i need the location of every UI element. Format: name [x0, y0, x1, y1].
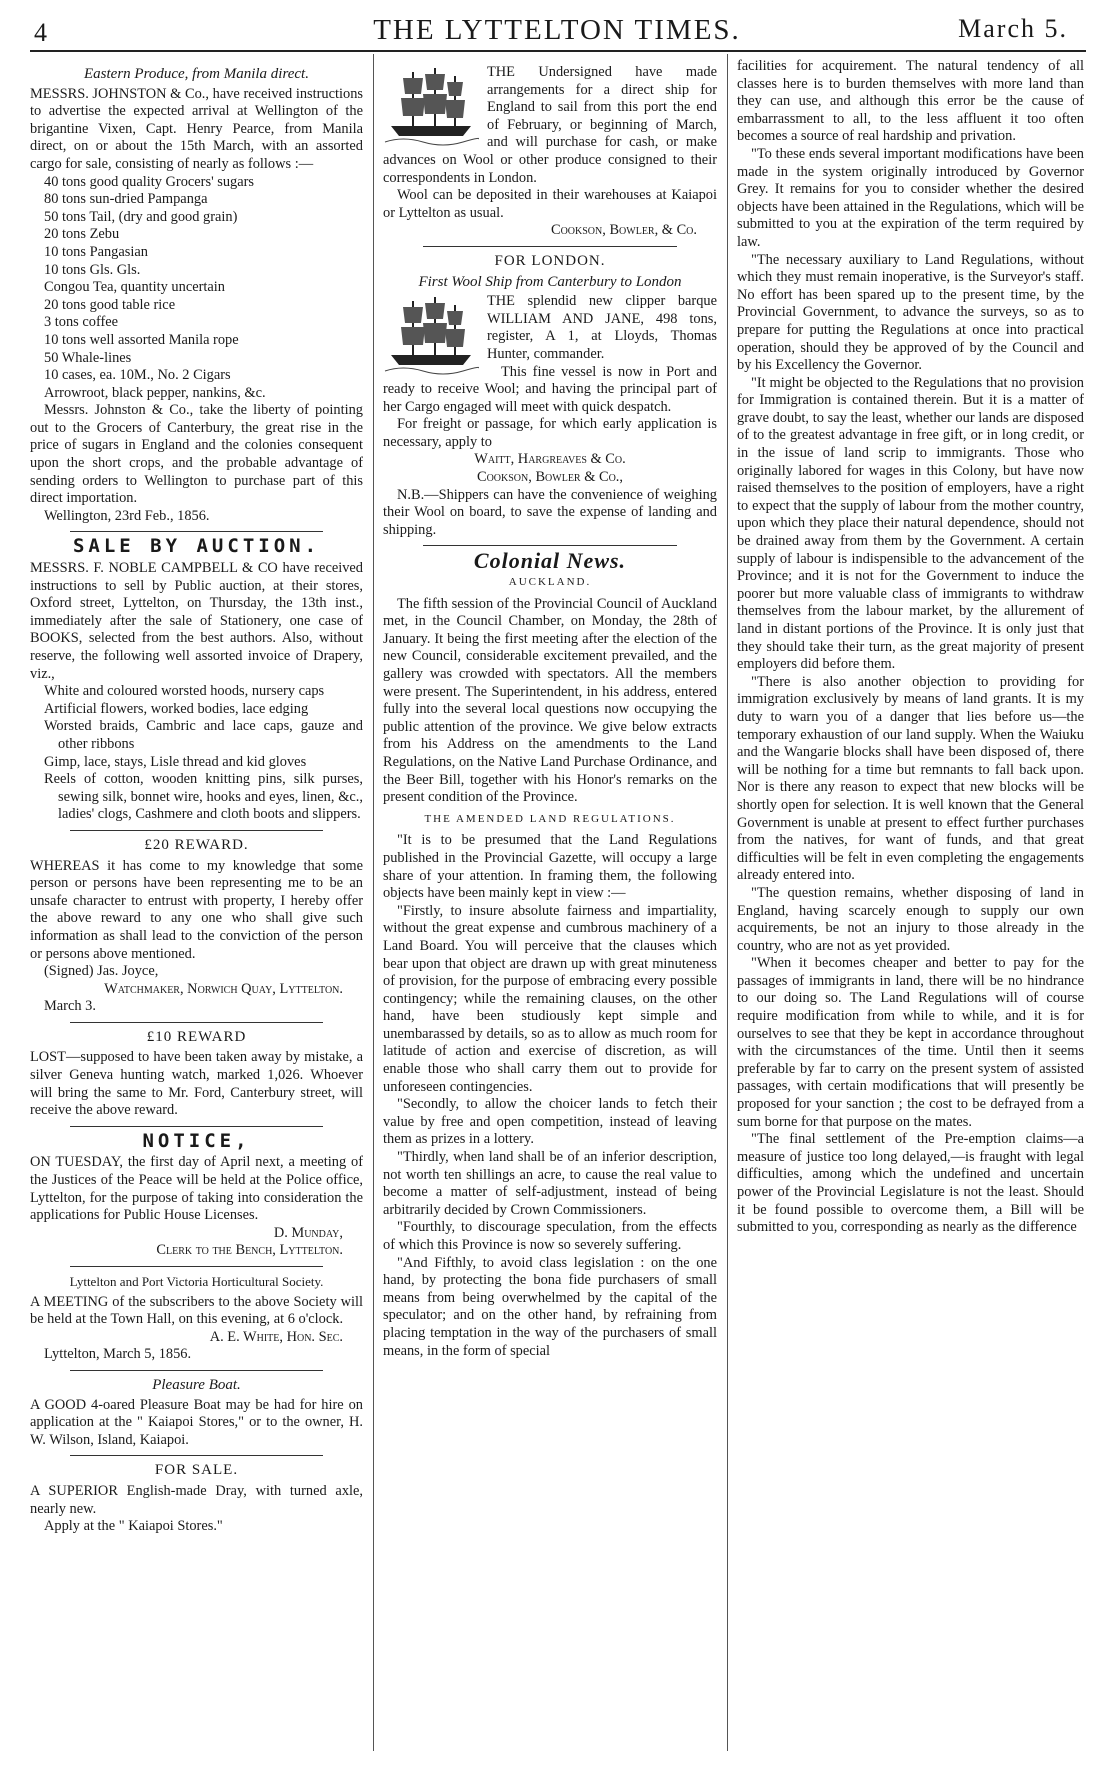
advert-body: WHEREAS it has come to my knowledge that some person or persons have been representing me to be an unsafe character to entrust with property, I hereby offer the above reward to any one who shall give such information as shall lead to the conviction of the person or persons above mentioned.	[30, 857, 363, 962]
list-item: Worsted braids, Cambric and lace caps, gauze and other ribbons	[44, 718, 363, 752]
advert-heading: Lyttelton and Port Victoria Horticultural Society.	[69, 1274, 324, 1289]
newspaper-title: THE LYTTELTON TIMES.	[373, 14, 741, 46]
list-item: Arrowroot, black pepper, nankins, &c.	[44, 384, 266, 401]
advert-body: THE Undersigned have made arrangements for a direct ship for England to sail from this port the end of February, or beginning of March, and will purchase for cash, or make advances on Wool or other produce consigned to their correspondents in London.	[383, 64, 717, 186]
advert-signature: D. Munday,	[273, 1224, 343, 1241]
advert-auction	[30, 535, 363, 824]
advert-signed: (Signed) Jas. Joyce,	[44, 963, 159, 980]
advert-body: LOST—supposed to have been taken away by mistake, a silver Geneva hunting watch, marked 1,026. Whoever will bring the same to Mr. Ford, Canterbury street, will receive the above reward.	[30, 1049, 363, 1119]
list-item: 50 Whale-lines	[44, 349, 132, 366]
separator	[423, 545, 677, 546]
advert-signature: Waitt, Hargreaves & Co.	[474, 451, 626, 468]
list-item: 50 tons Tail, (dry and good grain)	[44, 208, 238, 225]
page-number: 4	[34, 18, 47, 47]
advert-notice	[30, 1129, 363, 1260]
advert-signature: Cookson, Bowler & Co.,	[476, 469, 623, 486]
separator	[70, 1126, 323, 1127]
article-subheading: THE AMENDED LAND REGULATIONS.	[424, 812, 676, 825]
advert-note: N.B.—Shippers can have the convenience of weighing their Wool on board, to save the expense of landing and shipping.	[383, 486, 717, 538]
advert-dateline: March 3.	[44, 998, 96, 1015]
advert-dateline: Wellington, 23rd Feb., 1856.	[44, 507, 210, 524]
column-divider	[373, 54, 374, 1751]
sailing-ship-icon	[383, 64, 479, 148]
advert-signature: Cookson, Bowler, & Co.	[550, 222, 697, 239]
article-paragraph: "To these ends several important modifications have been made in the system originally introduced by Governor Grey. It remains for you to consider whether the desired objects have been attained in the Regulations, which will be submitted to you at the expiration of the term required by law.	[737, 145, 1084, 250]
advert-heading: Eastern Produce, from Manila direct.	[84, 66, 309, 82]
article-paragraph: "The necessary auxiliary to Land Regulations, without which they must remain inoperative, is the Surveyor's staff. No effort has been spared up to the present time, by the Provincial Government, to advance the surveys, so as to prepare for putting the Regulations at once into practical operation, should they be approved of by the Council and by his Excellency the Governor.	[737, 251, 1084, 374]
separator	[70, 1266, 323, 1267]
issue-date: March 5.	[958, 14, 1068, 43]
article-paragraph: "Firstly, to insure absolute fairness and impartiality, without the great expense and cumbrous machinery of a Land Board. You will perceive that the clauses which bear upon that object are drawn up with great minuteness of provision, for the purpose of embracing every possible contingency; while the remaining clauses, on the other hand, have been studiously kept simple and unembarassed by details, so as to allow as much room for latitude of action and exercise of discretion, as will enable those who shall carry them out to provide for unforeseen contingencies.	[383, 902, 717, 1095]
advert-subheading: First Wool Ship from Canterbury to London	[418, 273, 682, 290]
list-item: 10 cases, ea. 10M., No. 2 Cigars	[44, 367, 231, 384]
advert-for-sale	[30, 1462, 363, 1535]
advert-body: MESSRS. F. NOBLE CAMPBELL & CO have received instructions to sell by Public auction, at their stores, Oxford street, Lyttelton, on Thursday, the 13th inst., immediately after the sale of Stationery, one case of BOOKS, selected from the best authors. Also, without reserve, the following well assorted invoice of Drapery, viz.,	[30, 560, 363, 682]
sailing-ship-icon	[383, 293, 479, 377]
article-paragraph: "The question remains, whether disposing of land in England, having scarcely enough to supply our own acquirements, be not an injury to those already in the country, who are not as yet provided.	[737, 884, 1084, 954]
list-item: 80 tons sun-dried Pampanga	[44, 191, 208, 208]
column-1	[30, 64, 363, 1754]
advert-heading: FOR LONDON.	[494, 252, 606, 269]
advert-body-2: This fine vessel is now in Port and ready to receive Wool; and having the principal part of her Cargo engaged will meet with quick despatch.	[383, 363, 717, 415]
list-item: White and coloured worsted hoods, nursery caps	[44, 683, 325, 700]
advert-body: THE splendid new clipper barque WILLIAM AND JANE, 498 tons, register, A 1, at Lloyds, Thomas Hunter, commander.	[487, 293, 717, 362]
advert-apply: Apply at the " Kaiapoi Stores."	[44, 1518, 223, 1535]
advert-body: A MEETING of the subscribers to the above Society will be held at the Town Hall, on this evening, at 6 o'clock.	[30, 1293, 363, 1328]
advert-heading: FOR SALE.	[154, 1462, 239, 1479]
list-item: 10 tons well assorted Manila rope	[44, 331, 239, 348]
advert-signature: A. E. White, Hon. Sec.	[209, 1328, 343, 1345]
article-paragraph: "When it becomes cheaper and better to pay for the passages of immigrants in land, there will be no hindrance to our doing so. The Land Regulations will of course require modification from while to while, and it is for ourselves to see that they be kept in accordance throughout with the circumstances of the time. Until then it seems preferable by far to carry on the present system of assisted passages, with certain modifications that will presently be proposed for your sanction ; the cost to be defrayed from a sum borne for that purpose on the mates.	[737, 955, 1084, 1130]
advert-body: A GOOD 4-oared Pleasure Boat may be had for hire on application at the " Kaiapoi Stores," or to the owner, H. W. Wilson, Island, Kaiapoi.	[30, 1396, 363, 1448]
article-paragraph: "It is to be presumed that the Land Regulations published in the Provincial Gazette, will occupy a large share of your attention. In framing them, the following objects have been mainly kept in view :—	[383, 832, 717, 902]
list-item: Congou Tea, quantity uncertain	[44, 279, 225, 296]
separator	[70, 1455, 323, 1456]
list-item: Gimp, lace, stays, Lisle thread and kid gloves	[44, 753, 307, 770]
advert-signature: Watchmaker, Norwich Quay, Lyttelton.	[104, 980, 343, 997]
list-item: Artificial flowers, worked bodies, lace edging	[44, 700, 309, 717]
advert-heading: £20 REWARD.	[144, 836, 249, 853]
article-paragraph: "The final settlement of the Pre-emption claims—a measure of justice too long delayed,—is fraught with legal difficulties, among which the undefined and uncertain power of the Provincial Legislature is not the least. Should it be found possible to overcome them, a Bill will be submitted to you, corresponding as nearly as the difference	[737, 1131, 1084, 1236]
article-paragraph: "Secondly, to allow the choicer lands to fetch their value by free and open competition, instead of leaving them as prizes in a lottery.	[383, 1096, 717, 1148]
masthead-rule	[30, 50, 1086, 52]
advert-body: ON TUESDAY, the first day of April next, a meeting of the Justices of the Peace will be held at the Police office, Lyttelton, for the purpose of taking into consideration the applications for Public House Licenses.	[30, 1154, 363, 1224]
advert-heading: Pleasure Boat.	[152, 1376, 241, 1393]
separator	[70, 531, 323, 532]
separator	[70, 830, 323, 831]
advert-pleasure-boat	[30, 1377, 363, 1449]
column-divider	[727, 54, 728, 1751]
article-paragraph: facilities for acquirement. The natural tendency of all classes here is to burden themselves with more land than they can use, and although this error be the cause of embarrassment to all, to the less affluent it too often becomes a source of real hardship and privation.	[737, 58, 1084, 145]
list-item: 40 tons good quality Grocers' sugars	[44, 173, 255, 190]
advert-manila-produce	[30, 66, 363, 525]
place-heading: AUCKLAND.	[508, 576, 592, 589]
advert-body: A SUPERIOR English-made Dray, with turned axle, nearly new.	[30, 1482, 363, 1517]
list-item: 10 tons Pangasian	[44, 243, 148, 260]
advert-20-reward	[30, 837, 363, 1016]
article-paragraph: "And Fifthly, to avoid class legislation : on the one hand, by protecting the bona fide purchasers of small means from being overwhelmed by the capital of the speculator; and on the other hand, by refraining from placing temptation in the way of the purchasers of small means, in the form of special	[383, 1254, 717, 1359]
column-2	[383, 64, 717, 1754]
article-paragraph: "It might be objected to the Regulations that no provision for Immigration is contained therein. But it is a matter of grave doubt, to say the least, whether our lands are disposed of to the greatest advantage in free gift, or in long credit, or in the issue of land scrip to immigrants. Those who originally labored for wages in this Colony, but have now raised themselves to the position of employers, have a right to expect that the supply of labour from the mother country, upon which they place their natural dependence, should not be drained away from them by the Government. A certain supply of labour is indispensible to the advancement of the Province; and it is not for the Government to induce the poorer but more valuable class of immigrants to withdraw themselves from the labour market, by the allurement of land in distant portions of the Province. It is only just that they should take their turn, as the great majority of present employers did before them.	[737, 374, 1084, 673]
colonial-news	[383, 548, 717, 1360]
advert-for-london	[383, 253, 717, 540]
list-item: 20 tons good table rice	[44, 296, 176, 313]
masthead	[0, 0, 1114, 52]
article-paragraph: "There is also another objection to providing for immigration exclusively by means of land grants. It is my duty to warn you of a danger that lies before us—the temporary exhaustion of our land supply. When the Waiuku and the Wangarie blocks shall have been disposed of, there will be nothing for a time but remnants to fall back upon. Nor is there any reason to expect that new blocks will be shortly open for selection. It is well known that the General Government is unable at present to effect further purchases from the natives, for want of funds, and that great difficulties will be felt in even completing the engagements already entered into.	[737, 673, 1084, 884]
list-item: 20 tons Zebu	[44, 226, 120, 243]
section-heading: Colonial News.	[473, 548, 627, 574]
list-item: 3 tons coffee	[44, 314, 119, 331]
separator	[423, 246, 677, 247]
list-item: Reels of cotton, wooden knitting pins, silk purses, sewing silk, bonnet wire, hooks and eyes, linen, &c., ladies' clogs, Cashmere and cloth boots and slippers.	[44, 771, 363, 823]
drapery-list	[30, 683, 363, 824]
advert-heading: NOTICE,	[142, 1129, 251, 1152]
separator	[70, 1022, 323, 1023]
advert-heading: SALE BY AUCTION.	[72, 535, 321, 558]
advert-dateline: Lyttelton, March 5, 1856.	[44, 1346, 192, 1363]
column-3	[737, 58, 1084, 1758]
article-paragraph: "Fourthly, to discourage speculation, from the effects of which this Province is now so severely suffering.	[383, 1219, 717, 1253]
advert-body: MESSRS. JOHNSTON & Co., have received instructions to advertise the expected arrival at Wellington of the brigantine Vixen, Capt. Henry Pearce, from Manila direct, on or about the 15th March, with an assorted cargo for sale, consisting of nearly as follows :—	[30, 85, 363, 172]
article-paragraph: The fifth session of the Provincial Council of Auckland met, in the Council Chamber, on Monday, the 28th of January. It being the first meeting after the election of the new Council, considerable excitement prevailed, and the gallery was crowded with spectators. All the members were present. The Superintendent, in his address, entered fully into the several local questions now occupying the public attention of the province. We give below extracts from his Address on the amendments to the Land Regulations, on the Native Land Purchase Ordinance, and the Beer Bill, together with his Honor's remarks on the present condition of the Province.	[383, 595, 717, 806]
advert-body-3: For freight or passage, for which early application is necessary, apply to	[383, 416, 717, 450]
article-paragraph: "Thirdly, when land shall be of an inferior description, not worth ten shillings an acre, to cause the real value to become a matter of self-adjustment, instead of being arbitrarily decided by Crown Commissioners.	[383, 1149, 717, 1218]
advert-horticultural-society	[30, 1273, 363, 1364]
advert-signature-line: Clerk to the Bench, Lyttelton.	[156, 1242, 343, 1259]
advert-10-reward	[30, 1029, 363, 1120]
cargo-list	[30, 174, 363, 403]
list-item: 10 tons Gls. Gls.	[44, 261, 141, 278]
advert-direct-ship	[383, 64, 717, 240]
advert-body-2: Wool can be deposited in their warehouses at Kaiapoi or Lyttelton as usual.	[383, 187, 717, 221]
advert-closing: Messrs. Johnston & Co., take the liberty of pointing out to the Grocers of Canterbury, the great rise in the price of sugars in England and the colonies consequent upon the short crops, and the probable advantage of sending orders to Wellington to purchase part of this direct importation.	[30, 402, 363, 507]
separator	[70, 1370, 323, 1371]
advert-heading: £10 REWARD	[146, 1028, 247, 1045]
